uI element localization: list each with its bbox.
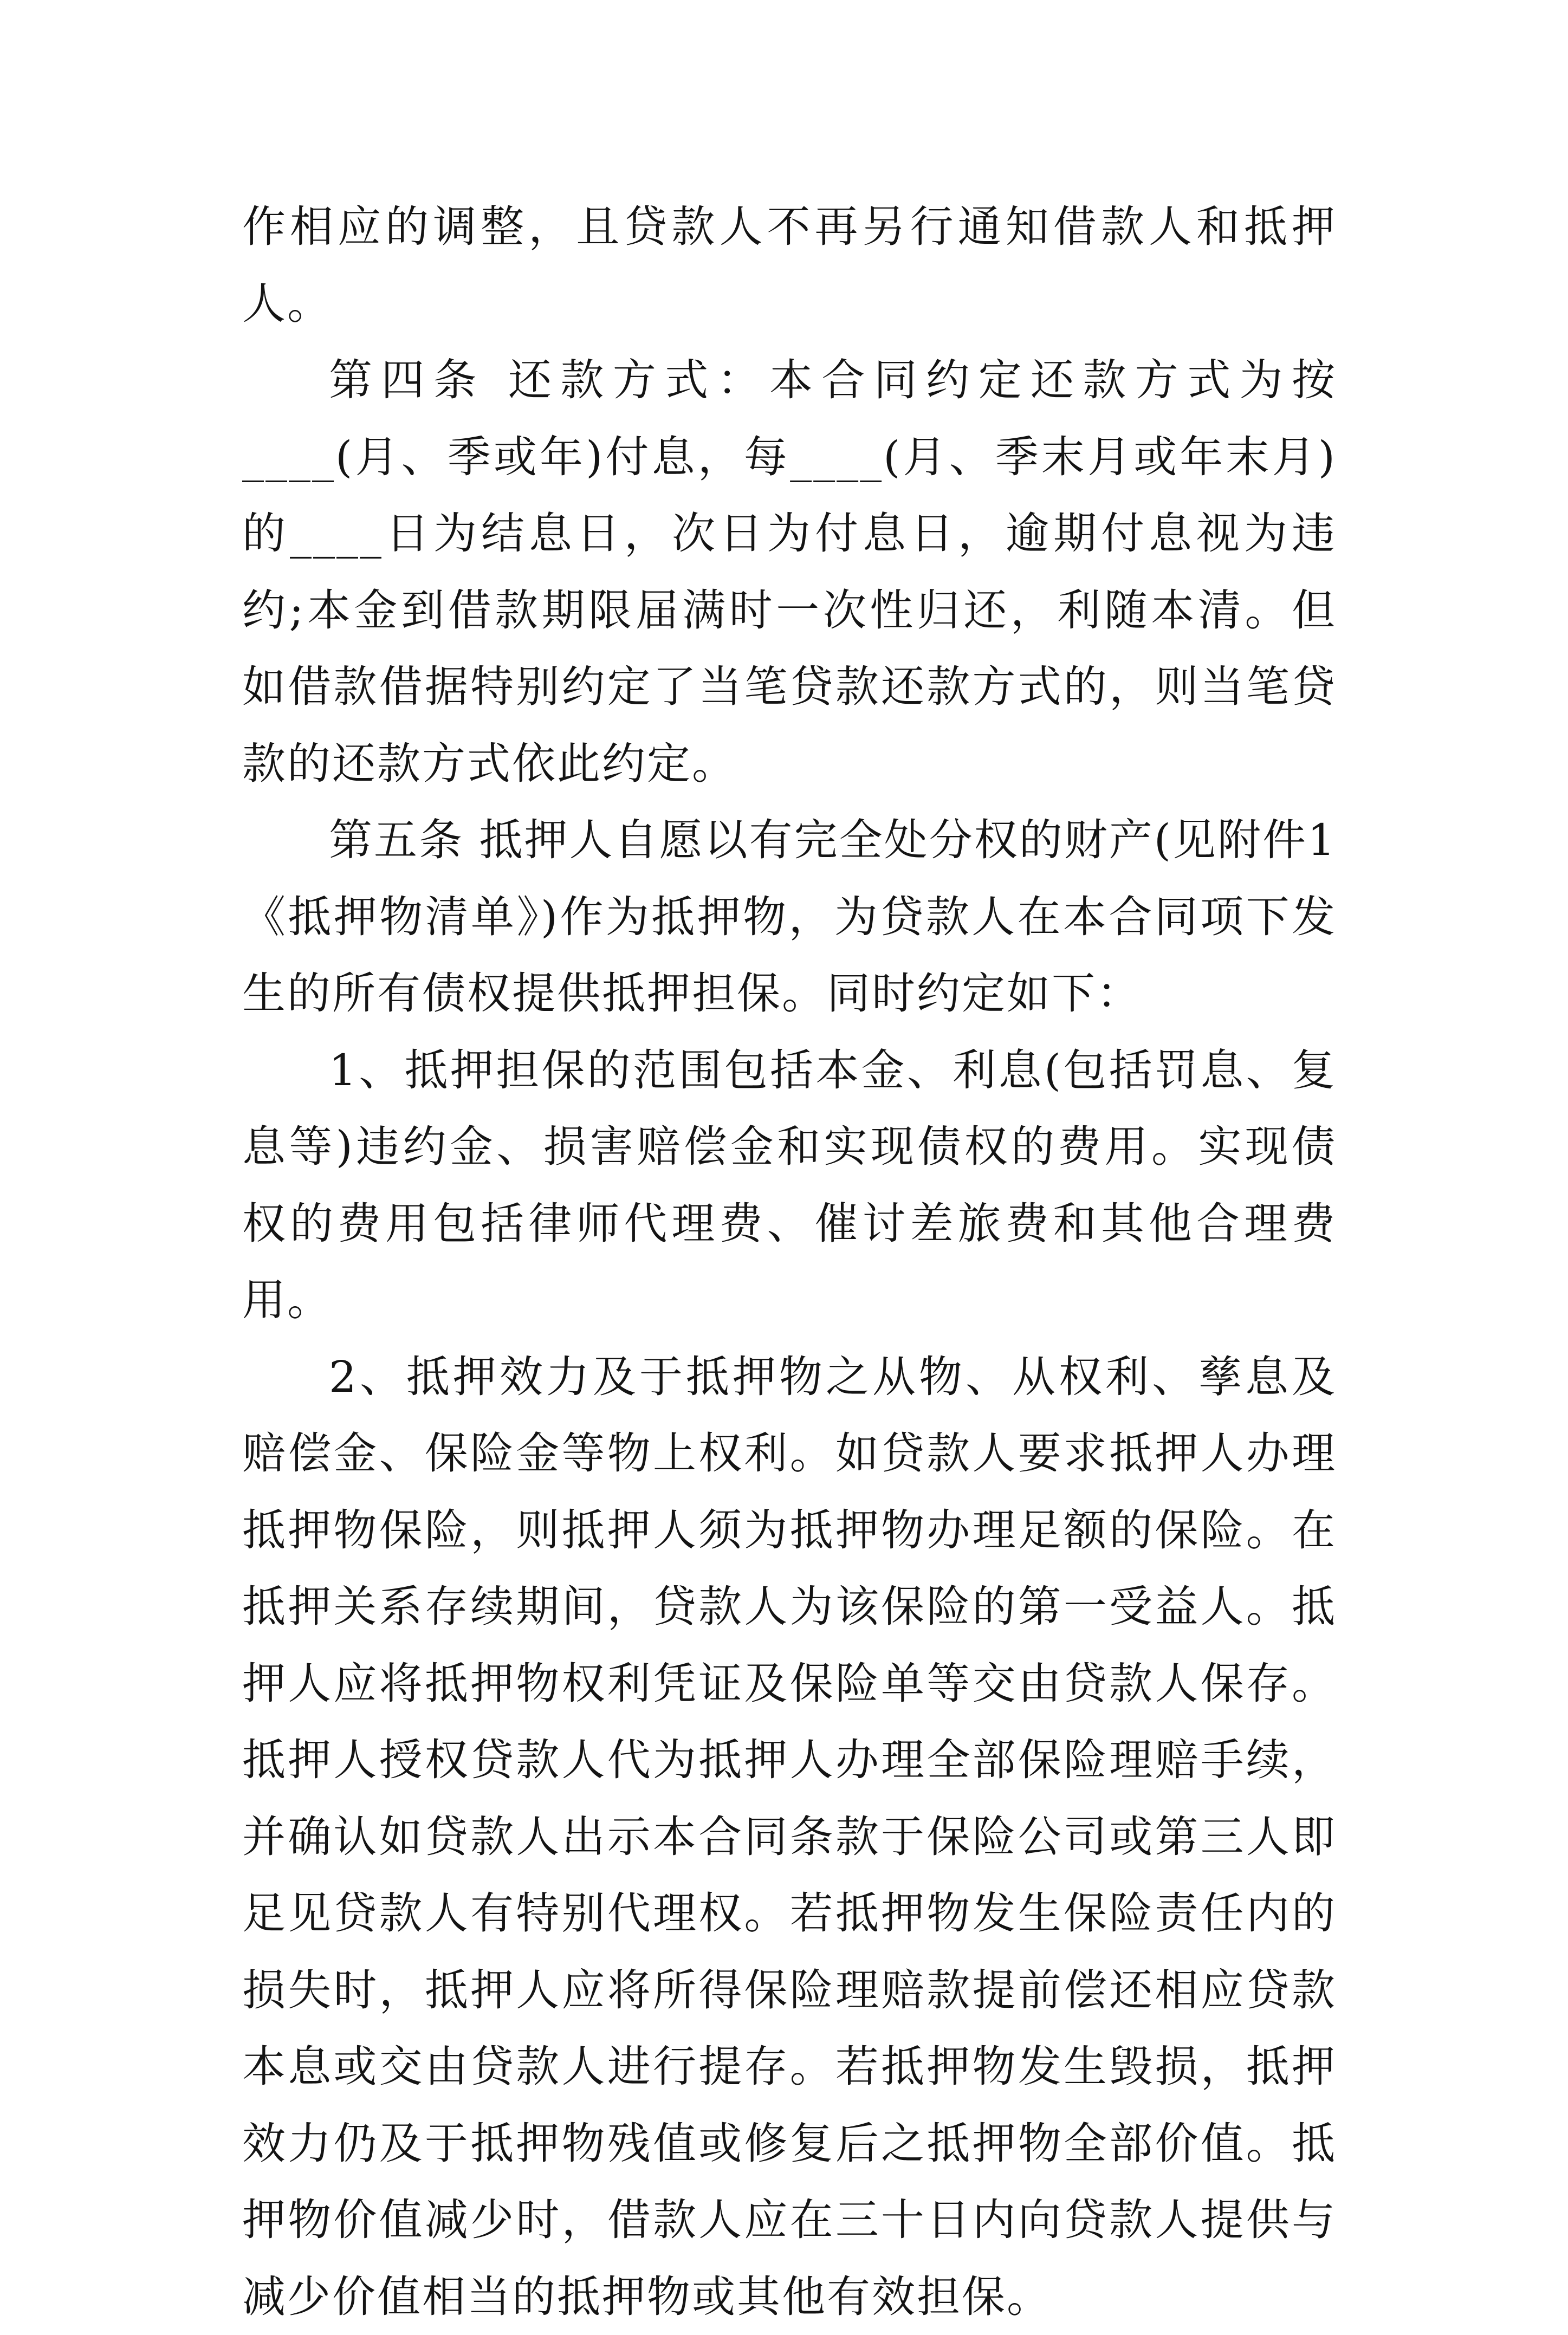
- paragraph-continuation: 作相应的调整，且贷款人不再另行通知借款人和抵押人。: [242, 189, 1337, 342]
- paragraph-article-4: 第四条 还款方式：本合同约定还款方式为按____(月、季或年)付息，每____(月、季末月或年末月)的____日为结息日，次日为付息日，逾期付息视为违约;本金到借款期限届满时一次性归还，利随本清。但如借款借据特别约定了当笔贷款还款方式的，则当笔贷款的还款方式依此约定。: [242, 342, 1337, 802]
- paragraph-clause-1: 1、抵押担保的范围包括本金、利息(包括罚息、复息等)违约金、损害赔偿金和实现债权的费用。实现债权的费用包括律师代理费、催讨差旅费和其他合理费用。: [242, 1032, 1337, 1339]
- paragraph-clause-2: 2、抵押效力及于抵押物之从物、从权利、孳息及赔偿金、保险金等物上权利。如贷款人要求抵押人办理抵押物保险，则抵押人须为抵押物办理足额的保险。在抵押关系存续期间，贷款人为该保险的第一受益人。抵押人应将抵押物权利凭证及保险单等交由贷款人保存。抵押人授权贷款人代为抵押人办理全部保险理赔手续，并确认如贷款人出示本合同条款于保险公司或第三人即足见贷款人有特别代理权。若抵押物发生保险责任内的损失时，抵押人应将所得保险理赔款提前偿还相应贷款本息或交由贷款人进行提存。若抵押物发生毁损，抵押效力仍及于抵押物残值或修复后之抵押物全部价值。抵押物价值减少时，借款人应在三十日内向贷款人提供与减少价值相当的抵押物或其他有效担保。: [242, 1339, 1337, 2335]
- document-body: [242, 189, 1337, 2335]
- paragraph-article-5: 第五条 抵押人自愿以有完全处分权的财产(见附件1《抵押物清单》)作为抵押物，为贷款人在本合同项下发生的所有债权提供抵押担保。同时约定如下：: [242, 802, 1337, 1032]
